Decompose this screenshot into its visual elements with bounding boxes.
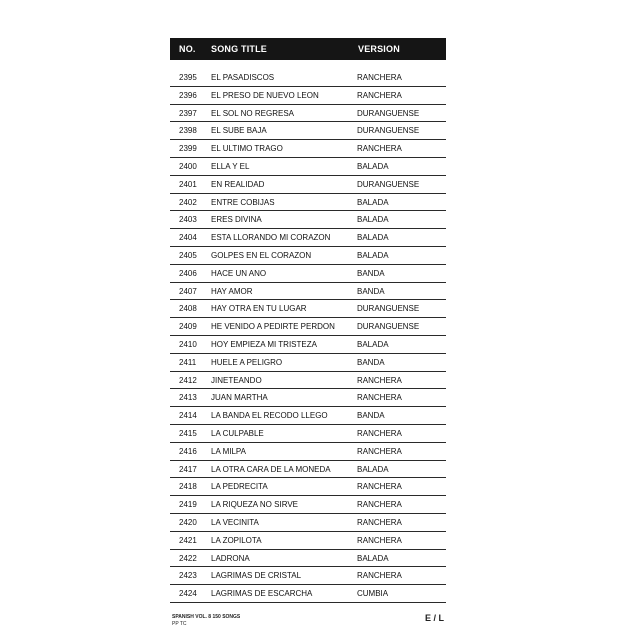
song-version: RANCHERA bbox=[357, 90, 402, 100]
song-title: LA CULPABLE bbox=[211, 428, 264, 438]
header-no: NO. bbox=[179, 44, 196, 54]
song-number: 2420 bbox=[179, 517, 197, 527]
song-title: EL SOL NO REGRESA bbox=[211, 108, 294, 118]
song-version: RANCHERA bbox=[357, 517, 402, 527]
song-title: EL PRESO DE NUEVO LEON bbox=[211, 90, 319, 100]
song-version: BALADA bbox=[357, 553, 389, 563]
song-title: EL PASADISCOS bbox=[211, 73, 275, 82]
song-number: 2418 bbox=[179, 482, 197, 492]
song-number: 2407 bbox=[179, 286, 197, 296]
song-number: 2410 bbox=[179, 339, 197, 349]
footer-small-text: PP TC bbox=[172, 621, 187, 627]
song-number: 2417 bbox=[179, 464, 197, 474]
table-row bbox=[170, 443, 446, 461]
song-version: BANDA bbox=[357, 268, 385, 278]
song-version: BALADA bbox=[357, 250, 389, 260]
song-number: 2409 bbox=[179, 322, 197, 332]
song-title: EL ULTIMO TRAGO bbox=[211, 144, 283, 154]
song-title: HUELE A PELIGRO bbox=[211, 357, 283, 367]
table-row bbox=[170, 176, 446, 194]
footer-volume-label: SPANISH VOL. 8 150 SONGS bbox=[172, 614, 241, 620]
table-row bbox=[170, 336, 446, 354]
song-version: RANCHERA bbox=[357, 446, 402, 456]
footer-code: E / L bbox=[424, 613, 444, 623]
song-title: EL SUBE BAJA bbox=[211, 126, 267, 136]
table-row bbox=[170, 567, 446, 585]
table-row bbox=[170, 514, 446, 532]
song-number: 2408 bbox=[179, 304, 197, 314]
table-row bbox=[170, 300, 446, 318]
song-title: ESTA LLORANDO MI CORAZON bbox=[211, 233, 331, 243]
song-title: HACE UN ANO bbox=[211, 268, 267, 278]
song-version: DURANGUENSE bbox=[357, 322, 420, 332]
song-title: LAGRIMAS DE CRISTAL bbox=[211, 571, 302, 581]
song-number: 2419 bbox=[179, 500, 197, 510]
song-title: LA PEDRECITA bbox=[211, 482, 268, 492]
song-version: CUMBIA bbox=[357, 589, 389, 599]
song-number: 2421 bbox=[179, 535, 197, 545]
song-version: DURANGUENSE bbox=[357, 126, 420, 136]
song-title: LA RIQUEZA NO SIRVE bbox=[211, 500, 298, 510]
song-version: RANCHERA bbox=[357, 535, 402, 545]
table-row bbox=[170, 87, 446, 105]
song-version: BANDA bbox=[357, 357, 385, 367]
song-number: 2405 bbox=[179, 250, 197, 260]
song-number: 2403 bbox=[179, 215, 197, 225]
table-row bbox=[170, 318, 446, 336]
table-row bbox=[170, 585, 446, 603]
table-row bbox=[170, 247, 446, 265]
table-row bbox=[170, 69, 446, 87]
song-version: BALADA bbox=[357, 197, 389, 207]
song-number: 2412 bbox=[179, 375, 197, 385]
table-header bbox=[170, 38, 446, 60]
song-version: RANCHERA bbox=[357, 571, 402, 581]
song-version: BANDA bbox=[357, 286, 385, 296]
song-version: RANCHERA bbox=[357, 500, 402, 510]
song-title: LA MILPA bbox=[211, 446, 246, 456]
header-version: VERSION bbox=[358, 44, 400, 54]
song-number: 2414 bbox=[179, 411, 197, 421]
song-number: 2422 bbox=[179, 553, 197, 563]
table-row bbox=[170, 407, 446, 425]
song-number: 2396 bbox=[179, 90, 197, 100]
song-version: DURANGUENSE bbox=[357, 108, 420, 118]
song-title: LA OTRA CARA DE LA MONEDA bbox=[211, 464, 331, 474]
song-number: 2395 bbox=[179, 73, 197, 82]
table-row bbox=[170, 140, 446, 158]
song-version: BANDA bbox=[357, 411, 385, 421]
header-song-title: SONG TITLE bbox=[211, 44, 267, 54]
song-title: LA ZOPILOTA bbox=[211, 535, 262, 545]
song-number: 2424 bbox=[179, 589, 197, 599]
song-version: BALADA bbox=[357, 339, 389, 349]
song-title: LAGRIMAS DE ESCARCHA bbox=[211, 589, 313, 599]
table-row bbox=[170, 461, 446, 479]
song-title: LA VECINITA bbox=[211, 517, 259, 527]
table-row bbox=[170, 532, 446, 550]
song-number: 2415 bbox=[179, 428, 197, 438]
table-row bbox=[170, 425, 446, 443]
song-title: HAY OTRA EN TU LUGAR bbox=[211, 304, 307, 314]
footer bbox=[170, 612, 446, 630]
song-title: GOLPES EN EL CORAZON bbox=[211, 250, 312, 260]
song-version: RANCHERA bbox=[357, 428, 402, 438]
table-row bbox=[170, 211, 446, 229]
table-row bbox=[170, 478, 446, 496]
song-number: 2400 bbox=[179, 161, 197, 171]
table-row bbox=[170, 372, 446, 390]
song-number: 2401 bbox=[179, 179, 197, 189]
song-number: 2398 bbox=[179, 126, 197, 136]
song-number: 2402 bbox=[179, 197, 197, 207]
song-version: BALADA bbox=[357, 161, 389, 171]
table-row bbox=[170, 550, 446, 568]
song-number: 2397 bbox=[179, 108, 197, 118]
song-title: JINETEANDO bbox=[211, 375, 262, 385]
song-table-body bbox=[170, 69, 446, 603]
table-row bbox=[170, 229, 446, 247]
song-version: RANCHERA bbox=[357, 375, 402, 385]
table-row bbox=[170, 105, 446, 123]
table-row bbox=[170, 122, 446, 140]
song-number: 2413 bbox=[179, 393, 197, 403]
song-number: 2404 bbox=[179, 233, 197, 243]
song-title: ENTRE COBIJAS bbox=[211, 197, 275, 207]
table-row bbox=[170, 283, 446, 301]
table-row bbox=[170, 194, 446, 212]
song-number: 2406 bbox=[179, 268, 197, 278]
song-version: BALADA bbox=[357, 215, 389, 225]
song-title: JUAN MARTHA bbox=[211, 393, 268, 403]
song-title: HAY AMOR bbox=[211, 286, 253, 296]
song-list-sheet bbox=[170, 38, 446, 630]
song-version: DURANGUENSE bbox=[357, 179, 420, 189]
song-version: RANCHERA bbox=[357, 144, 402, 154]
song-title: ERES DIVINA bbox=[211, 215, 262, 225]
song-title: HOY EMPIEZA MI TRISTEZA bbox=[211, 339, 317, 349]
table-row bbox=[170, 265, 446, 283]
song-number: 2416 bbox=[179, 446, 197, 456]
song-title: LA BANDA EL RECODO LLEGO bbox=[211, 411, 328, 421]
song-number: 2411 bbox=[179, 357, 197, 367]
song-version: DURANGUENSE bbox=[357, 304, 420, 314]
song-version: RANCHERA bbox=[357, 73, 402, 82]
table-row bbox=[170, 496, 446, 514]
table-row bbox=[170, 354, 446, 372]
song-version: BALADA bbox=[357, 233, 389, 243]
song-number: 2423 bbox=[179, 571, 197, 581]
song-version: BALADA bbox=[357, 464, 389, 474]
table-row bbox=[170, 158, 446, 176]
song-title: ELLA Y EL bbox=[211, 161, 250, 171]
table-row bbox=[170, 389, 446, 407]
song-title: EN REALIDAD bbox=[211, 179, 265, 189]
song-version: RANCHERA bbox=[357, 393, 402, 403]
song-number: 2399 bbox=[179, 144, 197, 154]
song-title: LADRONA bbox=[211, 553, 250, 563]
song-title: HE VENIDO A PEDIRTE PERDON bbox=[211, 322, 335, 332]
song-version: RANCHERA bbox=[357, 482, 402, 492]
